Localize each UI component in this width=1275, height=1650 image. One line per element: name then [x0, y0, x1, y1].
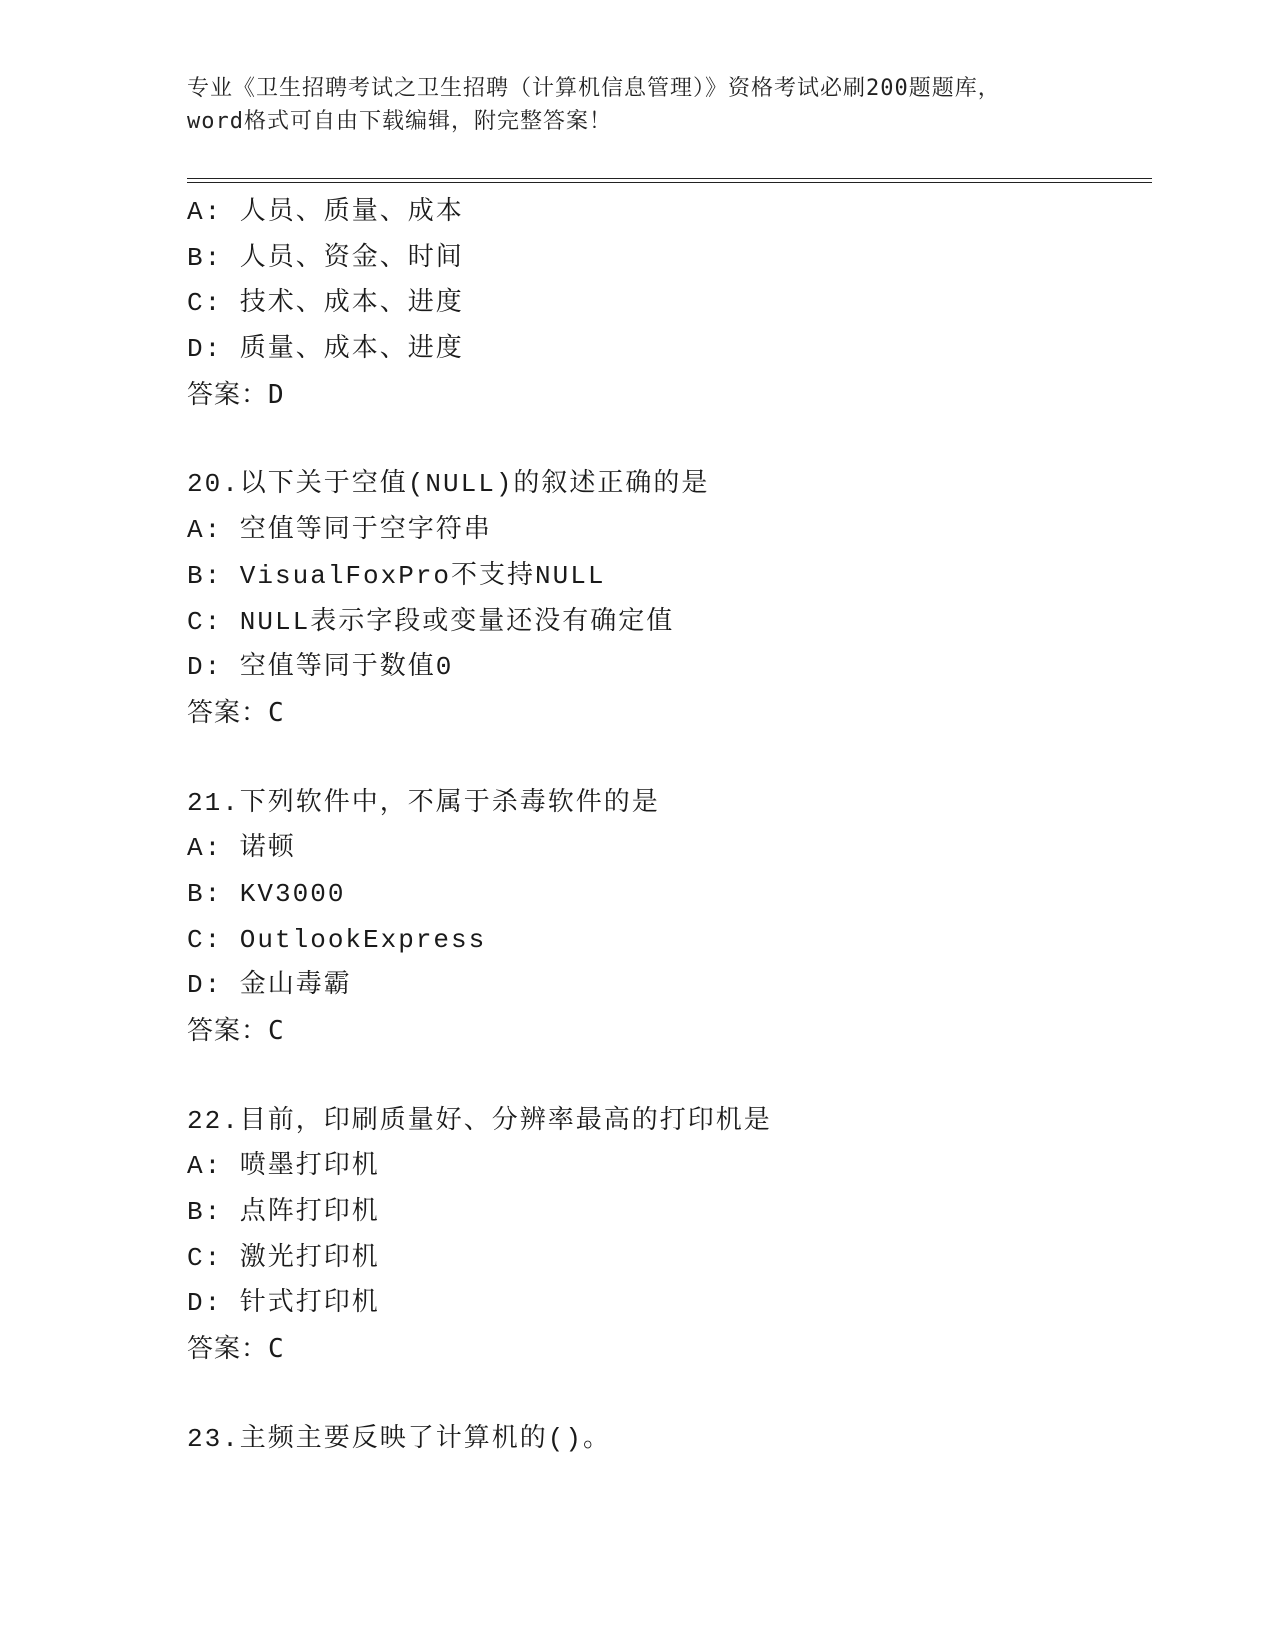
answer-line: 答案：D: [187, 379, 285, 410]
option-d: D: 空值等同于数值0: [187, 652, 454, 683]
option-c: C: 激光打印机: [187, 1242, 380, 1273]
option-b: B: 点阵打印机: [187, 1197, 380, 1228]
question-block-21: [187, 781, 1152, 1055]
option-b: B: KV3000: [187, 878, 346, 909]
option-d: D: 金山毒霸: [187, 970, 352, 1001]
question-text: 21.下列软件中，不属于杀毒软件的是: [187, 787, 660, 818]
question-text: 23.主频主要反映了计算机的()。: [187, 1423, 612, 1454]
question-list: [187, 190, 1152, 1463]
option-a: A: 诺顿: [187, 833, 296, 864]
answer-line: 答案：C: [187, 697, 285, 728]
option-a: A: 人员、质量、成本: [187, 197, 464, 227]
option-a: A: 喷墨打印机: [187, 1151, 380, 1182]
header-divider-top: [187, 178, 1152, 179]
answer-line: 答案：C: [187, 1334, 285, 1365]
question-text: 22.目前，印刷质量好、分辨率最高的打印机是: [187, 1105, 772, 1136]
header-title-line-2: word格式可自由下载编辑，附完整答案！: [187, 109, 612, 134]
option-d: D: 质量、成本、进度: [187, 334, 464, 365]
header-divider-bottom: [187, 182, 1152, 183]
answer-line: 答案：C: [187, 1016, 285, 1046]
header-title-line-1: 专业《卫生招聘考试之卫生招聘（计算机信息管理）》资格考试必刷200题题库，: [187, 76, 1001, 101]
question-block-23: [187, 1417, 1152, 1463]
question-text: 20.以下关于空值(NULL)的叙述正确的是: [187, 469, 710, 500]
option-c: C: 技术、成本、进度: [187, 288, 464, 319]
option-b: B: 人员、资金、时间: [187, 242, 464, 273]
option-c: C: NULL表示字段或变量还没有确定值: [187, 606, 675, 637]
option-d: D: 针式打印机: [187, 1288, 380, 1319]
question-block-22: [187, 1099, 1152, 1373]
document-header: [187, 72, 1087, 138]
option-b: B: VisualFoxPro不支持NULL: [187, 560, 606, 591]
option-c: C: OutlookExpress: [187, 924, 487, 955]
option-a: A: 空值等同于空字符串: [187, 515, 492, 546]
question-block-19: [187, 190, 1152, 418]
question-block-20: [187, 462, 1152, 736]
